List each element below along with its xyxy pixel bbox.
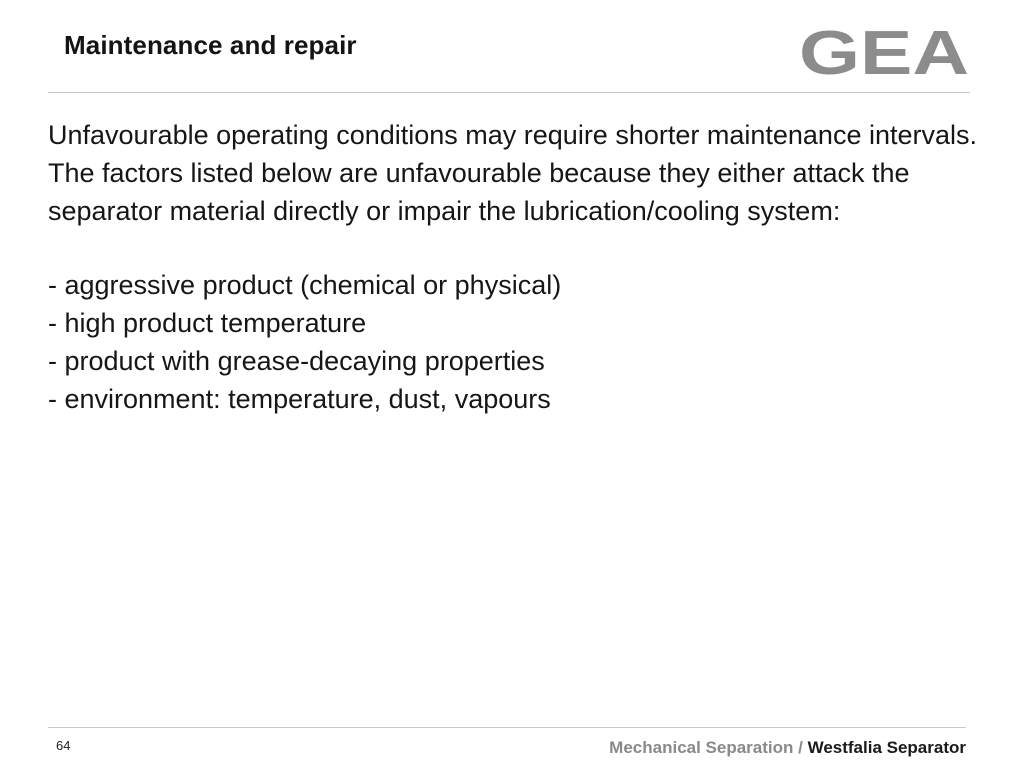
- footer-caption: [609, 738, 966, 758]
- footer-division: Mechanical Separation: [609, 738, 794, 757]
- gea-logo-text: GEA: [799, 22, 969, 82]
- intro-paragraph: Unfavourable operating conditions may require shorter maintenance intervals. The factors listed below are unfavourable because they either attack the separator material directly or impair the lubrication/cooling system:: [48, 120, 978, 226]
- list-item: - aggressive product (chemical or physical): [48, 270, 562, 300]
- gea-logo: [796, 22, 972, 82]
- footer-separator: /: [793, 738, 808, 757]
- list-item: - product with grease-decaying properties: [48, 346, 545, 376]
- list-item: - high product temperature: [48, 308, 367, 338]
- page-number: 64: [56, 738, 71, 753]
- footer-brand: Westfalia Separator: [807, 738, 966, 757]
- footer-divider: [48, 727, 966, 728]
- list-item: - environment: temperature, dust, vapours: [48, 384, 551, 414]
- slide-title: Maintenance and repair: [64, 30, 357, 60]
- slide-body: [48, 116, 998, 418]
- factor-list: [48, 266, 998, 418]
- header-divider: [48, 92, 970, 93]
